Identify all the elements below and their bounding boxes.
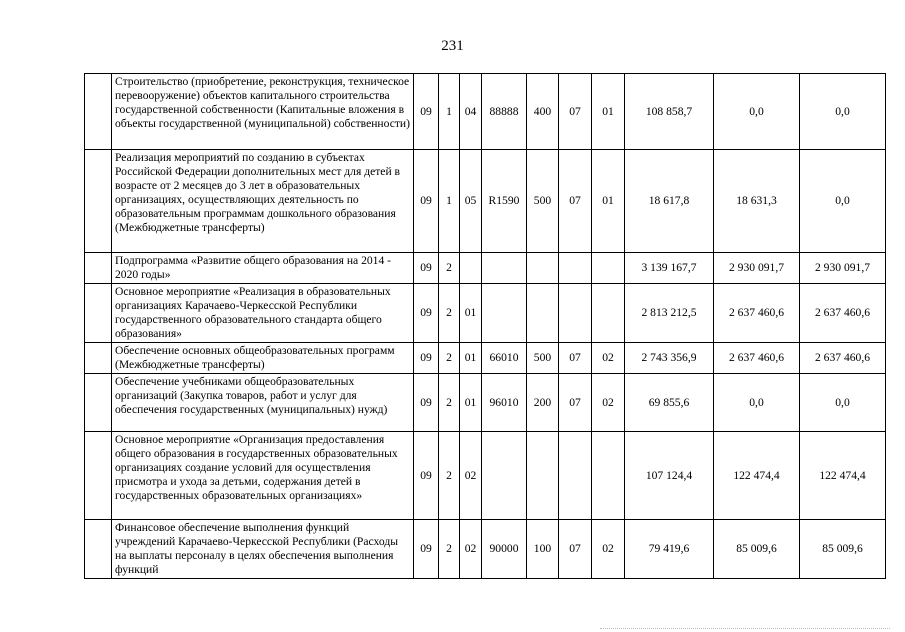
cell-pp: 2: [439, 432, 460, 520]
cell-sum1: 2 813 212,5: [625, 284, 714, 343]
cell-sum2: 122 474,4: [714, 432, 800, 520]
cell-pr: 01: [592, 74, 625, 150]
cell-vr: [527, 253, 559, 284]
cell-pr: 01: [592, 150, 625, 253]
cell-gp: 09: [414, 284, 439, 343]
cell-om: 05: [460, 150, 482, 253]
cell-sum1: 18 617,8: [625, 150, 714, 253]
cell-om: 01: [460, 374, 482, 432]
cell-gp: 09: [414, 520, 439, 579]
table-row: [85, 374, 886, 432]
page-number: 231: [441, 38, 464, 54]
table-row: [85, 253, 886, 284]
cell-vr: 200: [527, 374, 559, 432]
cell-gp: 09: [414, 74, 439, 150]
cell-vr: [527, 284, 559, 343]
cell-pr: 02: [592, 520, 625, 579]
cell-sum1: 2 743 356,9: [625, 343, 714, 374]
cell-gp: 09: [414, 253, 439, 284]
row-margin-cell: [85, 253, 112, 284]
cell-pp: 2: [439, 343, 460, 374]
table-row: [85, 284, 886, 343]
row-margin-cell: [85, 150, 112, 253]
cell-sum3: 0,0: [800, 74, 886, 150]
cell-dir: [482, 284, 527, 343]
scan-edge-line: [600, 628, 890, 629]
cell-dir: 96010: [482, 374, 527, 432]
cell-rz: 07: [559, 150, 592, 253]
cell-sum3: 0,0: [800, 374, 886, 432]
cell-sum1: 69 855,6: [625, 374, 714, 432]
cell-om: [460, 253, 482, 284]
cell-sum3: 2 637 460,6: [800, 343, 886, 374]
cell-dir: 88888: [482, 74, 527, 150]
cell-sum3: 2 637 460,6: [800, 284, 886, 343]
cell-sum2: 0,0: [714, 374, 800, 432]
cell-sum2: 2 637 460,6: [714, 284, 800, 343]
row-description: Подпрограмма «Развитие общего образования на 2014 - 2020 годы»: [112, 253, 414, 284]
row-margin-cell: [85, 74, 112, 150]
row-description: Основное мероприятие «Реализация в образовательных организациях Карачаево-Черкесской Республики государственного образовательного стандарта общего образования»: [112, 284, 414, 343]
table-row: [85, 150, 886, 253]
cell-sum3: 2 930 091,7: [800, 253, 886, 284]
row-description: Обеспечение учебниками общеобразовательных организаций (Закупка товаров, работ и услуг для обеспечения государственных (муниципальных) нужд): [112, 374, 414, 432]
budget-table: [84, 73, 886, 579]
cell-rz: 07: [559, 520, 592, 579]
cell-om: 02: [460, 432, 482, 520]
cell-gp: 09: [414, 343, 439, 374]
cell-sum2: 2 930 091,7: [714, 253, 800, 284]
cell-sum3: 122 474,4: [800, 432, 886, 520]
table-row: [85, 343, 886, 374]
row-margin-cell: [85, 520, 112, 579]
cell-dir: R1590: [482, 150, 527, 253]
table-row: [85, 520, 886, 579]
cell-pr: [592, 432, 625, 520]
cell-gp: 09: [414, 432, 439, 520]
cell-pr: 02: [592, 343, 625, 374]
cell-sum1: 107 124,4: [625, 432, 714, 520]
cell-pr: [592, 284, 625, 343]
row-margin-cell: [85, 343, 112, 374]
cell-rz: 07: [559, 74, 592, 150]
cell-sum2: 18 631,3: [714, 150, 800, 253]
cell-sum1: 108 858,7: [625, 74, 714, 150]
cell-gp: 09: [414, 374, 439, 432]
cell-dir: [482, 432, 527, 520]
table-row: [85, 74, 886, 150]
cell-rz: 07: [559, 374, 592, 432]
cell-sum3: 0,0: [800, 150, 886, 253]
cell-pp: 2: [439, 374, 460, 432]
cell-sum1: 79 419,6: [625, 520, 714, 579]
cell-vr: [527, 432, 559, 520]
cell-dir: [482, 253, 527, 284]
row-description: Основное мероприятие «Организация предоставления общего образования в государственных образовательных организациях создание условий для осуществления присмотра и ухода за детьми, содержания детей в государственных образовательных организациях»: [112, 432, 414, 520]
cell-om: 02: [460, 520, 482, 579]
cell-pr: 02: [592, 374, 625, 432]
cell-rz: [559, 432, 592, 520]
table-row: [85, 432, 886, 520]
cell-gp: 09: [414, 150, 439, 253]
cell-om: 01: [460, 343, 482, 374]
row-description: Реализация мероприятий по созданию в субъектах Российской Федерации дополнительных мест для детей в возрасте от 2 месяцев до 3 лет в образовательных организациях, осуществляющих деятельность по образовательным программам дошкольного образования (Межбюджетные трансферты): [112, 150, 414, 253]
cell-rz: 07: [559, 343, 592, 374]
row-margin-cell: [85, 374, 112, 432]
row-description: Строительство (приобретение, реконструкция, техническое перевооружение) объектов капитального строительства государственной собственности (Капитальные вложения в объекты государственной (муниципальной) собственности): [112, 74, 414, 150]
cell-sum3: 85 009,6: [800, 520, 886, 579]
row-margin-cell: [85, 284, 112, 343]
cell-rz: [559, 253, 592, 284]
cell-pp: 1: [439, 74, 460, 150]
row-description: Финансовое обеспечение выполнения функций учреждений Карачаево-Черкесской Республики (Расходы на выплаты персоналу в целях обеспечения выполнения функций: [112, 520, 414, 579]
cell-pp: 1: [439, 150, 460, 253]
cell-vr: 100: [527, 520, 559, 579]
cell-vr: 500: [527, 343, 559, 374]
cell-pr: [592, 253, 625, 284]
cell-om: 01: [460, 284, 482, 343]
cell-pp: 2: [439, 284, 460, 343]
row-description: Обеспечение основных общеобразовательных программ (Межбюджетные трансферты): [112, 343, 414, 374]
cell-sum2: 0,0: [714, 74, 800, 150]
cell-pp: 2: [439, 520, 460, 579]
cell-om: 04: [460, 74, 482, 150]
row-margin-cell: [85, 432, 112, 520]
cell-sum2: 2 637 460,6: [714, 343, 800, 374]
cell-sum2: 85 009,6: [714, 520, 800, 579]
cell-dir: 66010: [482, 343, 527, 374]
cell-dir: 90000: [482, 520, 527, 579]
cell-rz: [559, 284, 592, 343]
cell-pp: 2: [439, 253, 460, 284]
cell-vr: 500: [527, 150, 559, 253]
cell-sum1: 3 139 167,7: [625, 253, 714, 284]
cell-vr: 400: [527, 74, 559, 150]
